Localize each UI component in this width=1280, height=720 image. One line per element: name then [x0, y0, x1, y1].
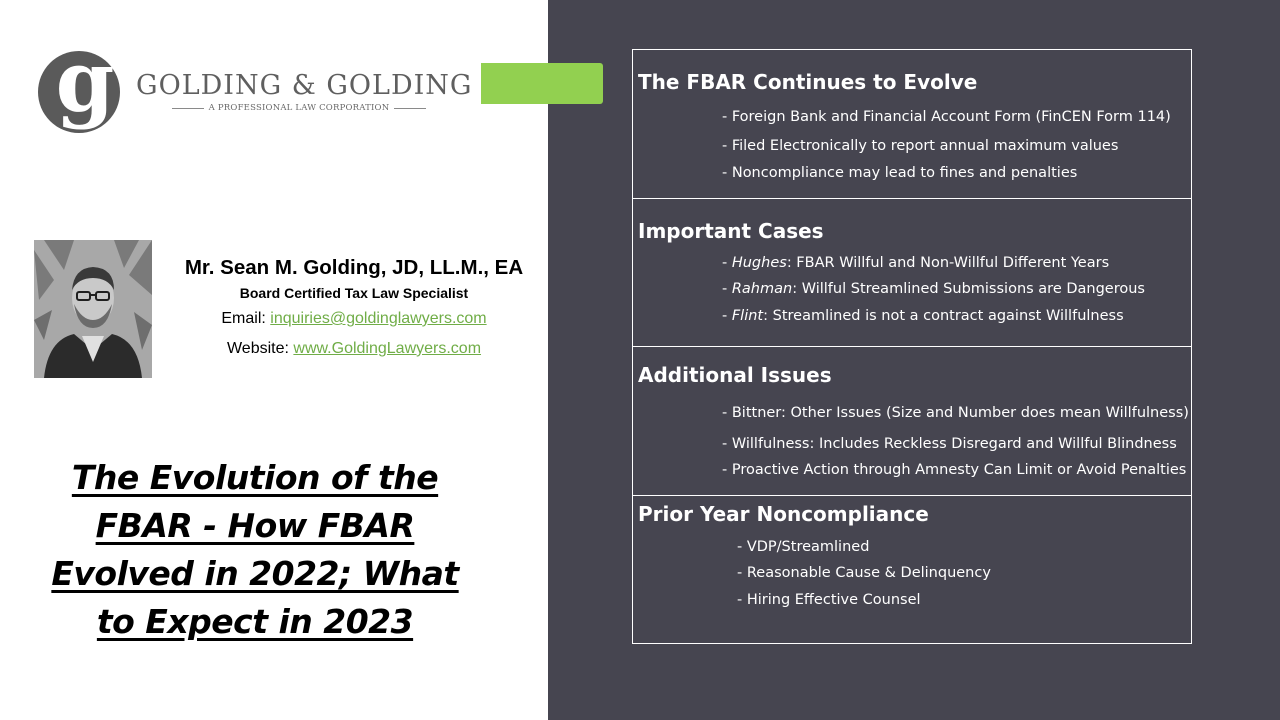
section-item [722, 462, 1186, 478]
item-text: Proactive Action through Amnesty Can Limit or Avoid Penalties [731, 462, 1187, 478]
presenter-contact [170, 254, 538, 364]
item-text: Reasonable Cause & Delinquency [746, 565, 991, 581]
website-line [170, 334, 538, 364]
item-dash: - [737, 565, 747, 581]
section-item [722, 109, 1171, 125]
item-dash: - [737, 539, 747, 555]
section-item [722, 165, 1077, 181]
section-item [722, 436, 1177, 452]
item-dash: - [722, 308, 732, 324]
item-text: Noncompliance may lead to fines and penalties [731, 165, 1078, 181]
golding-logo-mark [38, 49, 126, 135]
presenter-credential: Board Certified Tax Law Specialist [239, 285, 469, 301]
item-dash: - [722, 462, 732, 478]
section-box-important-cases [632, 198, 1192, 347]
section-box-prior-year-noncompliance [632, 495, 1192, 644]
item-text: Filed Electronically to report annual maximum values [731, 138, 1119, 154]
tagline-rule-left [172, 108, 204, 109]
presenter-name: Mr. Sean M. Golding, JD, LL.M., EA [184, 256, 524, 279]
section-item [737, 565, 991, 581]
section-box-fbar-evolves [632, 49, 1192, 199]
green-accent-tab [481, 63, 603, 104]
item-dash: - [722, 255, 732, 271]
email-link[interactable]: inquiries@goldinglawyers.com [270, 310, 487, 327]
logo-letter: g [55, 49, 115, 131]
section-heading: Prior Year Noncompliance [638, 502, 929, 526]
item-text: : FBAR Willful and Non-Willful Different Years [786, 255, 1110, 271]
section-heading: The FBAR Continues to Evolve [638, 70, 978, 94]
item-text: : Streamlined is not a contract against Willfulness [763, 308, 1124, 324]
presentation-title: The Evolution of the FBAR - How FBAR Evolved in 2022; What to Expect in 2023 [51, 458, 459, 641]
item-dash: - [737, 592, 747, 608]
item-dash: - [722, 165, 732, 181]
item-text: Hiring Effective Counsel [746, 592, 921, 608]
item-text: Willfulness: Includes Reckless Disregard and Willful Blindness [731, 436, 1177, 452]
presenter-portrait-illustration [34, 240, 152, 378]
section-item [722, 138, 1118, 154]
item-text: : Willful Streamlined Submissions are Dangerous [792, 281, 1145, 297]
tagline-rule-right [394, 108, 426, 109]
item-dash: - [722, 405, 732, 421]
item-dash: - [722, 436, 732, 452]
website-link[interactable]: www.GoldingLawyers.com [293, 340, 482, 357]
logo-firm-name: GOLDING & GOLDING [136, 70, 473, 101]
logo-tagline-row [172, 102, 426, 114]
section-heading: Additional Issues [638, 363, 832, 387]
section-item [737, 539, 869, 555]
email-label: Email: [221, 310, 266, 327]
section-item [722, 255, 1109, 271]
website-label: Website: [226, 340, 289, 357]
email-line [170, 304, 538, 334]
logo-tagline: A PROFESSIONAL LAW CORPORATION [208, 103, 390, 113]
section-item [722, 308, 1124, 324]
item-text: VDP/Streamlined [746, 539, 870, 555]
item-dash: - [722, 281, 732, 297]
item-text: Bittner: Other Issues (Size and Number does mean Willfulness) [731, 405, 1189, 421]
item-text: Foreign Bank and Financial Account Form (FinCEN Form 114) [731, 109, 1171, 125]
case-name: Rahman [731, 281, 793, 297]
section-box-additional-issues [632, 346, 1192, 496]
section-item [722, 405, 1189, 421]
case-name: Flint [731, 308, 764, 324]
item-dash: - [722, 138, 732, 154]
section-heading: Important Cases [638, 219, 824, 243]
presenter-photo [34, 240, 152, 378]
item-dash: - [722, 109, 732, 125]
case-name: Hughes [731, 255, 787, 271]
section-item [737, 592, 921, 608]
section-item [722, 281, 1145, 297]
